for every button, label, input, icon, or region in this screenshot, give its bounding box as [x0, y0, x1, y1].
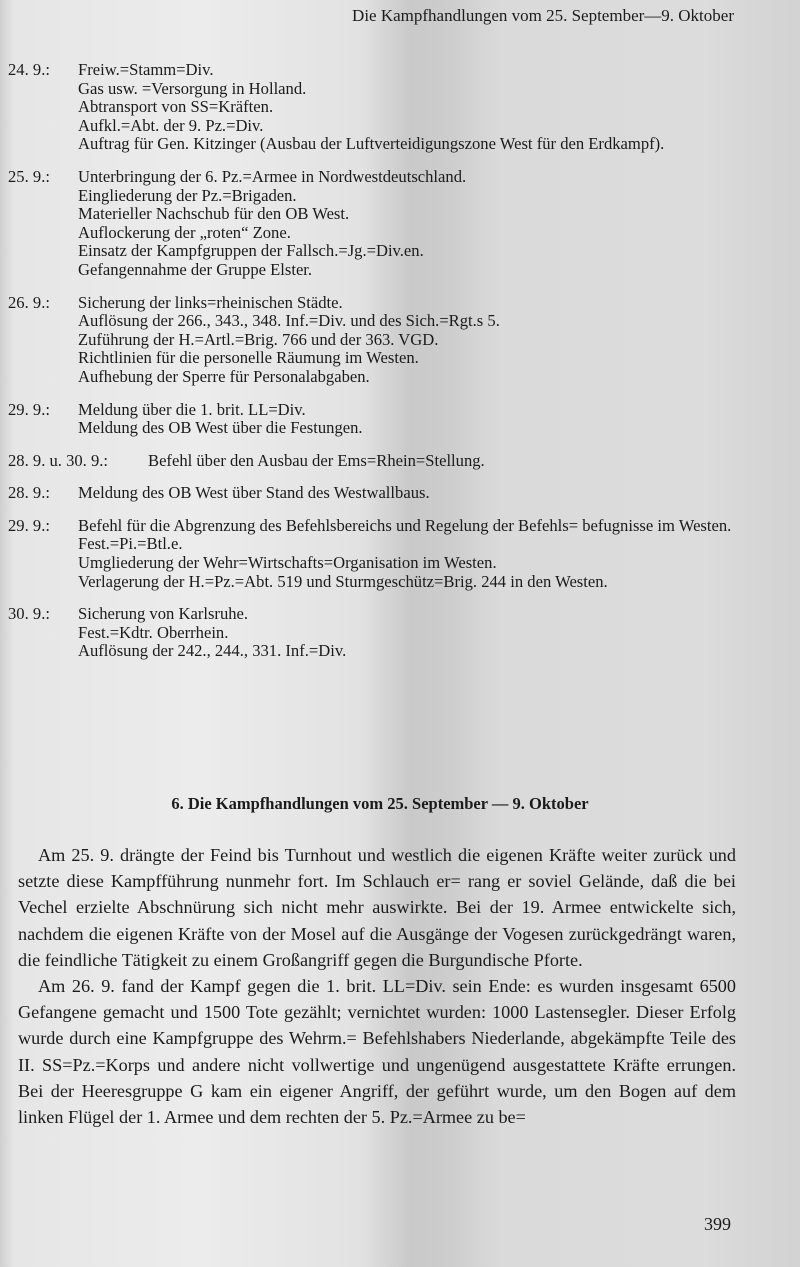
entry-line: Einsatz der Kampfgruppen der Fallsch.=Jg.=Div.en. — [78, 241, 424, 261]
chronology-entry — [8, 484, 738, 503]
entry-line: Auftrag für Gen. Kitzinger (Ausbau der Luftverteidigungszone West für den Erdkampf). — [78, 134, 665, 154]
chronology-entries — [8, 61, 738, 675]
chronology-entry — [8, 401, 738, 438]
chronology-entry — [8, 605, 738, 661]
entry-line: Gas usw. =Versorgung in Holland. — [78, 78, 307, 98]
entry-line: Auflösung der 266., 343., 348. Inf.=Div. und des Sich.=Rgt.s 5. — [78, 311, 500, 331]
entry-line: Meldung des OB West über Stand des Westwallbaus. — [78, 483, 430, 503]
entry-line: Freiw.=Stamm=Div. — [78, 60, 214, 79]
entry-date: 30. 9.: — [8, 604, 50, 624]
chronology-entry — [8, 452, 738, 471]
chronology-entry — [8, 294, 738, 387]
chronology-entry — [8, 61, 738, 154]
entry-line: Verlagerung der H.=Pz.=Abt. 519 und Sturmgeschütz=Brig. 244 in den Westen. — [78, 571, 608, 591]
entry-date: 29. 9.: — [8, 515, 50, 535]
entry-date: 29. 9.: — [8, 399, 50, 419]
entry-date: 28. 9.: — [8, 483, 50, 503]
entry-line: Sicherung der links=rheinischen Städte. — [78, 292, 343, 312]
entry-line: Meldung des OB West über die Festungen. — [78, 418, 363, 438]
entry-line: Unterbringung der 6. Pz.=Armee in Nordwestdeutschland. — [78, 166, 467, 186]
entry-line: Umgliederung der Wehr=Wirtschafts=Organisation im Westen. — [78, 553, 497, 573]
entry-line: Auflösung der 242., 244., 331. Inf.=Div. — [78, 641, 347, 661]
entry-line: Materieller Nachschub für den OB West. — [78, 204, 350, 224]
entry-line: Abtransport von SS=Kräften. — [78, 97, 274, 117]
page-number: 399 — [704, 1214, 731, 1234]
entry-date: 24. 9.: — [8, 60, 50, 79]
section-heading: 6. Die Kampfhandlungen vom 25. September — 9. Oktober — [171, 794, 589, 813]
entry-line: Aufhebung der Sperre für Personalabgaben. — [78, 366, 370, 386]
body-text — [18, 842, 736, 1130]
entry-line: Richtlinien für die personelle Räumung im Westen. — [78, 348, 419, 368]
entry-line: Eingliederung der Pz.=Brigaden. — [78, 185, 297, 205]
entry-line: Auflockerung der „roten“ Zone. — [78, 222, 291, 242]
chronology-entry — [8, 517, 738, 591]
entry-line: Befehl für die Abgrenzung des Befehlsbereichs und Regelung der Befehls= befugnisse im Westen. — [78, 515, 732, 535]
entry-date: 26. 9.: — [8, 292, 50, 312]
entry-line: Aufkl.=Abt. der 9. Pz.=Div. — [78, 115, 264, 135]
entry-line: Gefangennahme der Gruppe Elster. — [78, 259, 313, 279]
chronology-entry — [8, 168, 738, 280]
entry-line: Fest.=Pi.=Btl.e. — [78, 534, 183, 554]
entry-line: Meldung über die 1. brit. LL=Div. — [78, 399, 306, 419]
entry-line: Zuführung der H.=Artl.=Brig. 766 und der 363. VGD. — [78, 329, 439, 349]
entry-line: Fest.=Kdtr. Oberrhein. — [78, 622, 229, 642]
entry-date: 25. 9.: — [8, 166, 50, 186]
running-head: Die Kampfhandlungen vom 25. September—9. Oktober — [352, 6, 734, 25]
paragraph: Am 26. 9. fand der Kampf gegen die 1. brit. LL=Div. sein Ende: es wurden insgesamt 6500 Gefangene gemacht und 1500 Tote gezählt; vernichtet wurden: 1000 Lastensegler. Dieser Erfolg wurde durch eine Kampfgruppe des Wehrm.= Befehlshabers Niederlande, abgekämpfte Teile des II. SS=Pz.=Korps und andere nicht vollwertige und ungenügend ausgestattete Kräfte errungen. Bei der Heeresgruppe G kam ein eigener Angriff, der geführt wurde, um den Bogen auf dem linken Flügel der 1. Armee und dem rechten der 5. Pz.=Armee zu be= — [18, 976, 736, 1128]
paragraph: Am 25. 9. drängte der Feind bis Turnhout und westlich die eigenen Kräfte weiter zurück und setzte diese Kampfführung nunmehr fort. Im Schlauch er= rang er soviel Gelände, daß die bei Vechel erzielte Abschnürung sich nicht mehr auswirkte. Bei der 19. Armee entwickelte sich, nachdem die eigenen Kräfte von der Mosel auf die Ausgänge der Vogesen zurückgedrängt waren, die feindliche Tätigkeit zu einem Großangriff gegen die Burgundische Pforte. — [18, 845, 736, 970]
entry-date: 28. 9. u. 30. 9.: — [8, 450, 109, 470]
entry-line: Befehl über den Ausbau der Ems=Rhein=Stellung. — [148, 450, 485, 470]
entry-line: Sicherung von Karlsruhe. — [78, 604, 249, 624]
